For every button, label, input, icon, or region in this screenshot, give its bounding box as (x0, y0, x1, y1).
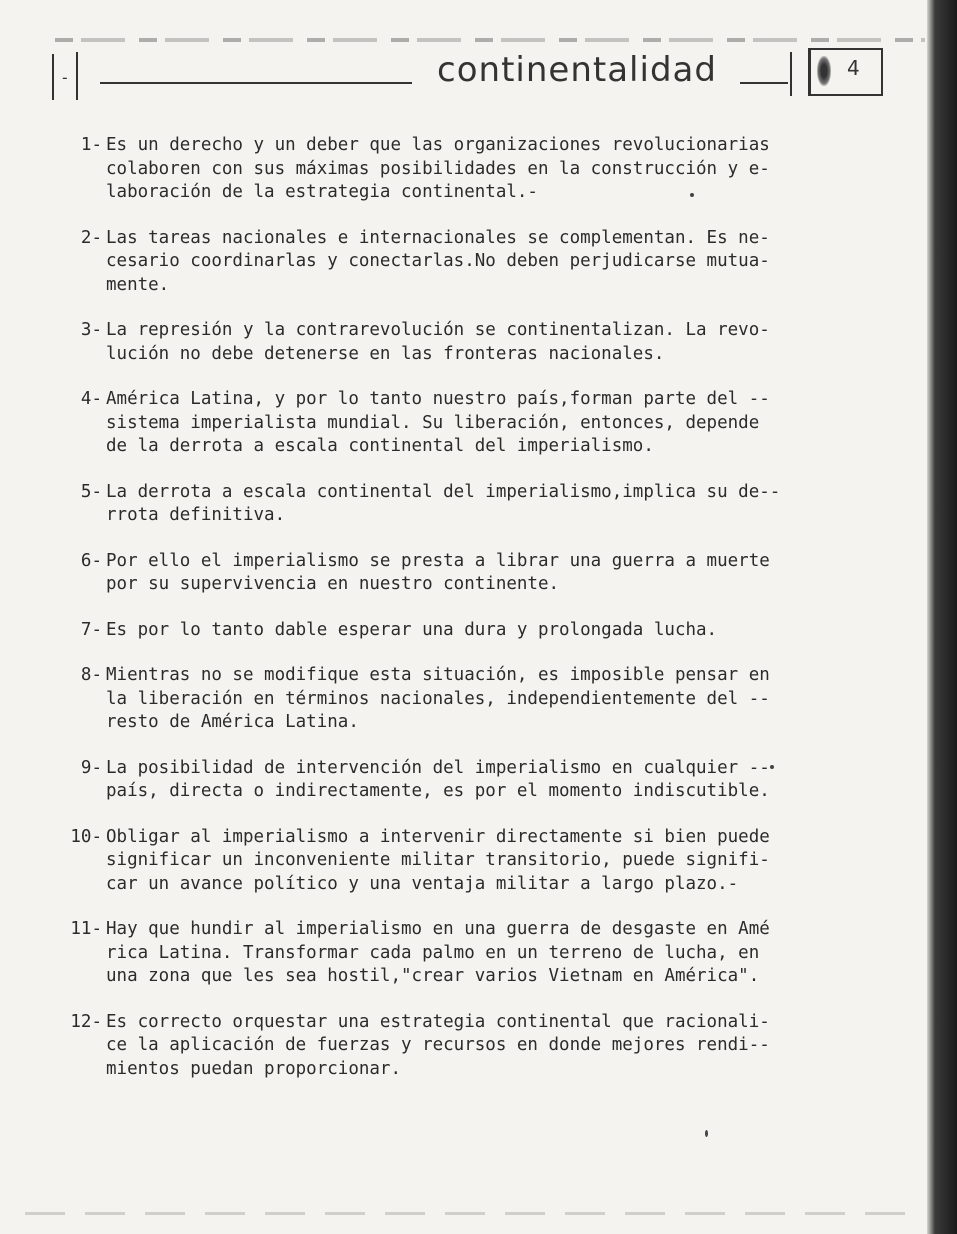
list-item (48, 134, 868, 205)
list-item (48, 826, 868, 897)
header-rule (740, 82, 788, 84)
text-line: La represión y la contrarevolución se continentalizan. La revo- (106, 320, 770, 340)
list-item (48, 227, 868, 298)
item-text (106, 227, 868, 298)
item-number: 12- (70, 1011, 102, 1032)
item-text (106, 319, 868, 366)
item-number: 2- (80, 227, 102, 248)
text-line: mente. (106, 274, 170, 295)
list-item (48, 481, 868, 528)
text-line: cesario coordinarlas y conectarlas.No deben perjudicarse mutua- (106, 251, 770, 271)
list-item (48, 918, 868, 989)
list-item (48, 550, 868, 597)
item-number: 3- (80, 320, 102, 340)
item-text (106, 826, 868, 897)
scan-artifact (25, 1212, 925, 1215)
scan-border (927, 0, 957, 1234)
text-line: país, directa o indirectamente, es por el momento indiscutible. (106, 781, 770, 801)
text-line: la liberación en términos nacionales, independientemente del -- (106, 688, 770, 709)
text-line: lución no debe detenerse en las fronteras nacionales. (106, 343, 665, 364)
item-number: 1- (80, 135, 102, 155)
item-text (106, 550, 868, 597)
item-number: 9- (80, 757, 102, 778)
item-text (106, 388, 868, 459)
item-number: 8- (80, 665, 102, 685)
item-text (106, 134, 868, 205)
text-line: Las tareas nacionales e internacionales se complementan. Es ne- (106, 227, 770, 248)
text-line: car un avance político y una ventaja militar a largo plazo.- (106, 873, 739, 894)
ink-smudge (817, 56, 831, 86)
list-item (48, 388, 868, 459)
text-line: mientos puedan proporcionar. (106, 1058, 402, 1079)
list-item (48, 619, 868, 643)
ink-speck (770, 765, 774, 769)
scan-artifact (55, 38, 925, 42)
ink-speck (705, 1130, 708, 1137)
list-item (48, 1011, 868, 1082)
text-line: laboración de la estrategia continental.- (106, 182, 538, 202)
text-line: La posibilidad de intervención del imperialismo en cualquier -- (106, 757, 770, 778)
header-bar (790, 52, 792, 96)
text-line: Es correcto orquestar una estrategia continental que racionali- (106, 1011, 770, 1032)
item-number: 10- (70, 826, 102, 847)
item-number: 6- (80, 550, 102, 571)
numbered-list (48, 134, 868, 1103)
text-line: rica Latina. Transformar cada palmo en un terreno de lucha, en (106, 942, 760, 963)
item-number: 4- (80, 389, 102, 409)
text-line: La derrota a escala continental del imperialismo,implica su de-- (106, 481, 781, 502)
text-line: sistema imperialista mundial. Su liberación, entonces, depende (106, 412, 760, 433)
text-line: América Latina, y por lo tanto nuestro país,forman parte del -- (106, 389, 770, 409)
header-dash: - (60, 68, 70, 87)
page-title: continentalidad (412, 50, 742, 90)
item-text (106, 664, 868, 735)
item-number: 5- (80, 481, 102, 502)
item-number: 7- (80, 619, 102, 640)
page-header (52, 48, 882, 104)
item-text (106, 757, 868, 804)
text-line: una zona que les sea hostil,"crear varios Vietnam en América". (106, 966, 760, 986)
text-line: resto de América Latina. (106, 712, 359, 732)
text-line: Es por lo tanto dable esperar una dura y prolongada lucha. (106, 619, 718, 640)
list-item (48, 664, 868, 735)
ink-speck (690, 193, 694, 197)
page-number-box (808, 48, 883, 96)
text-line: ce la aplicación de fuerzas y recursos en donde mejores rendi-- (106, 1035, 770, 1055)
list-item (48, 757, 868, 804)
text-line: por su supervivencia en nuestro continente. (106, 574, 560, 594)
text-line: colaboren con sus máximas posibilidades en la construcción y e- (106, 158, 770, 179)
item-text (106, 1011, 868, 1082)
item-text (106, 481, 868, 528)
item-text (106, 918, 868, 989)
item-text (106, 619, 868, 643)
text-line: Por ello el imperialismo se presta a librar una guerra a muerte (106, 550, 770, 571)
text-line: rrota definitiva. (106, 505, 286, 525)
text-line: Es un derecho y un deber que las organizaciones revolucionarias (106, 135, 770, 155)
page-number: 4 (847, 56, 860, 80)
header-bar (76, 52, 78, 100)
text-line: Mientras no se modifique esta situación, es imposible pensar en (106, 665, 770, 685)
item-number: 11- (70, 919, 102, 939)
text-line: Hay que hundir al imperialismo en una guerra de desgaste en Amé (106, 919, 770, 939)
text-line: de la derrota a escala continental del imperialismo. (106, 436, 654, 456)
text-line: Obligar al imperialismo a intervenir directamente si bien puede (106, 826, 770, 847)
header-rule (100, 82, 445, 84)
list-item (48, 319, 868, 366)
text-line: significar un inconveniente militar transitorio, puede signifi- (106, 850, 770, 870)
